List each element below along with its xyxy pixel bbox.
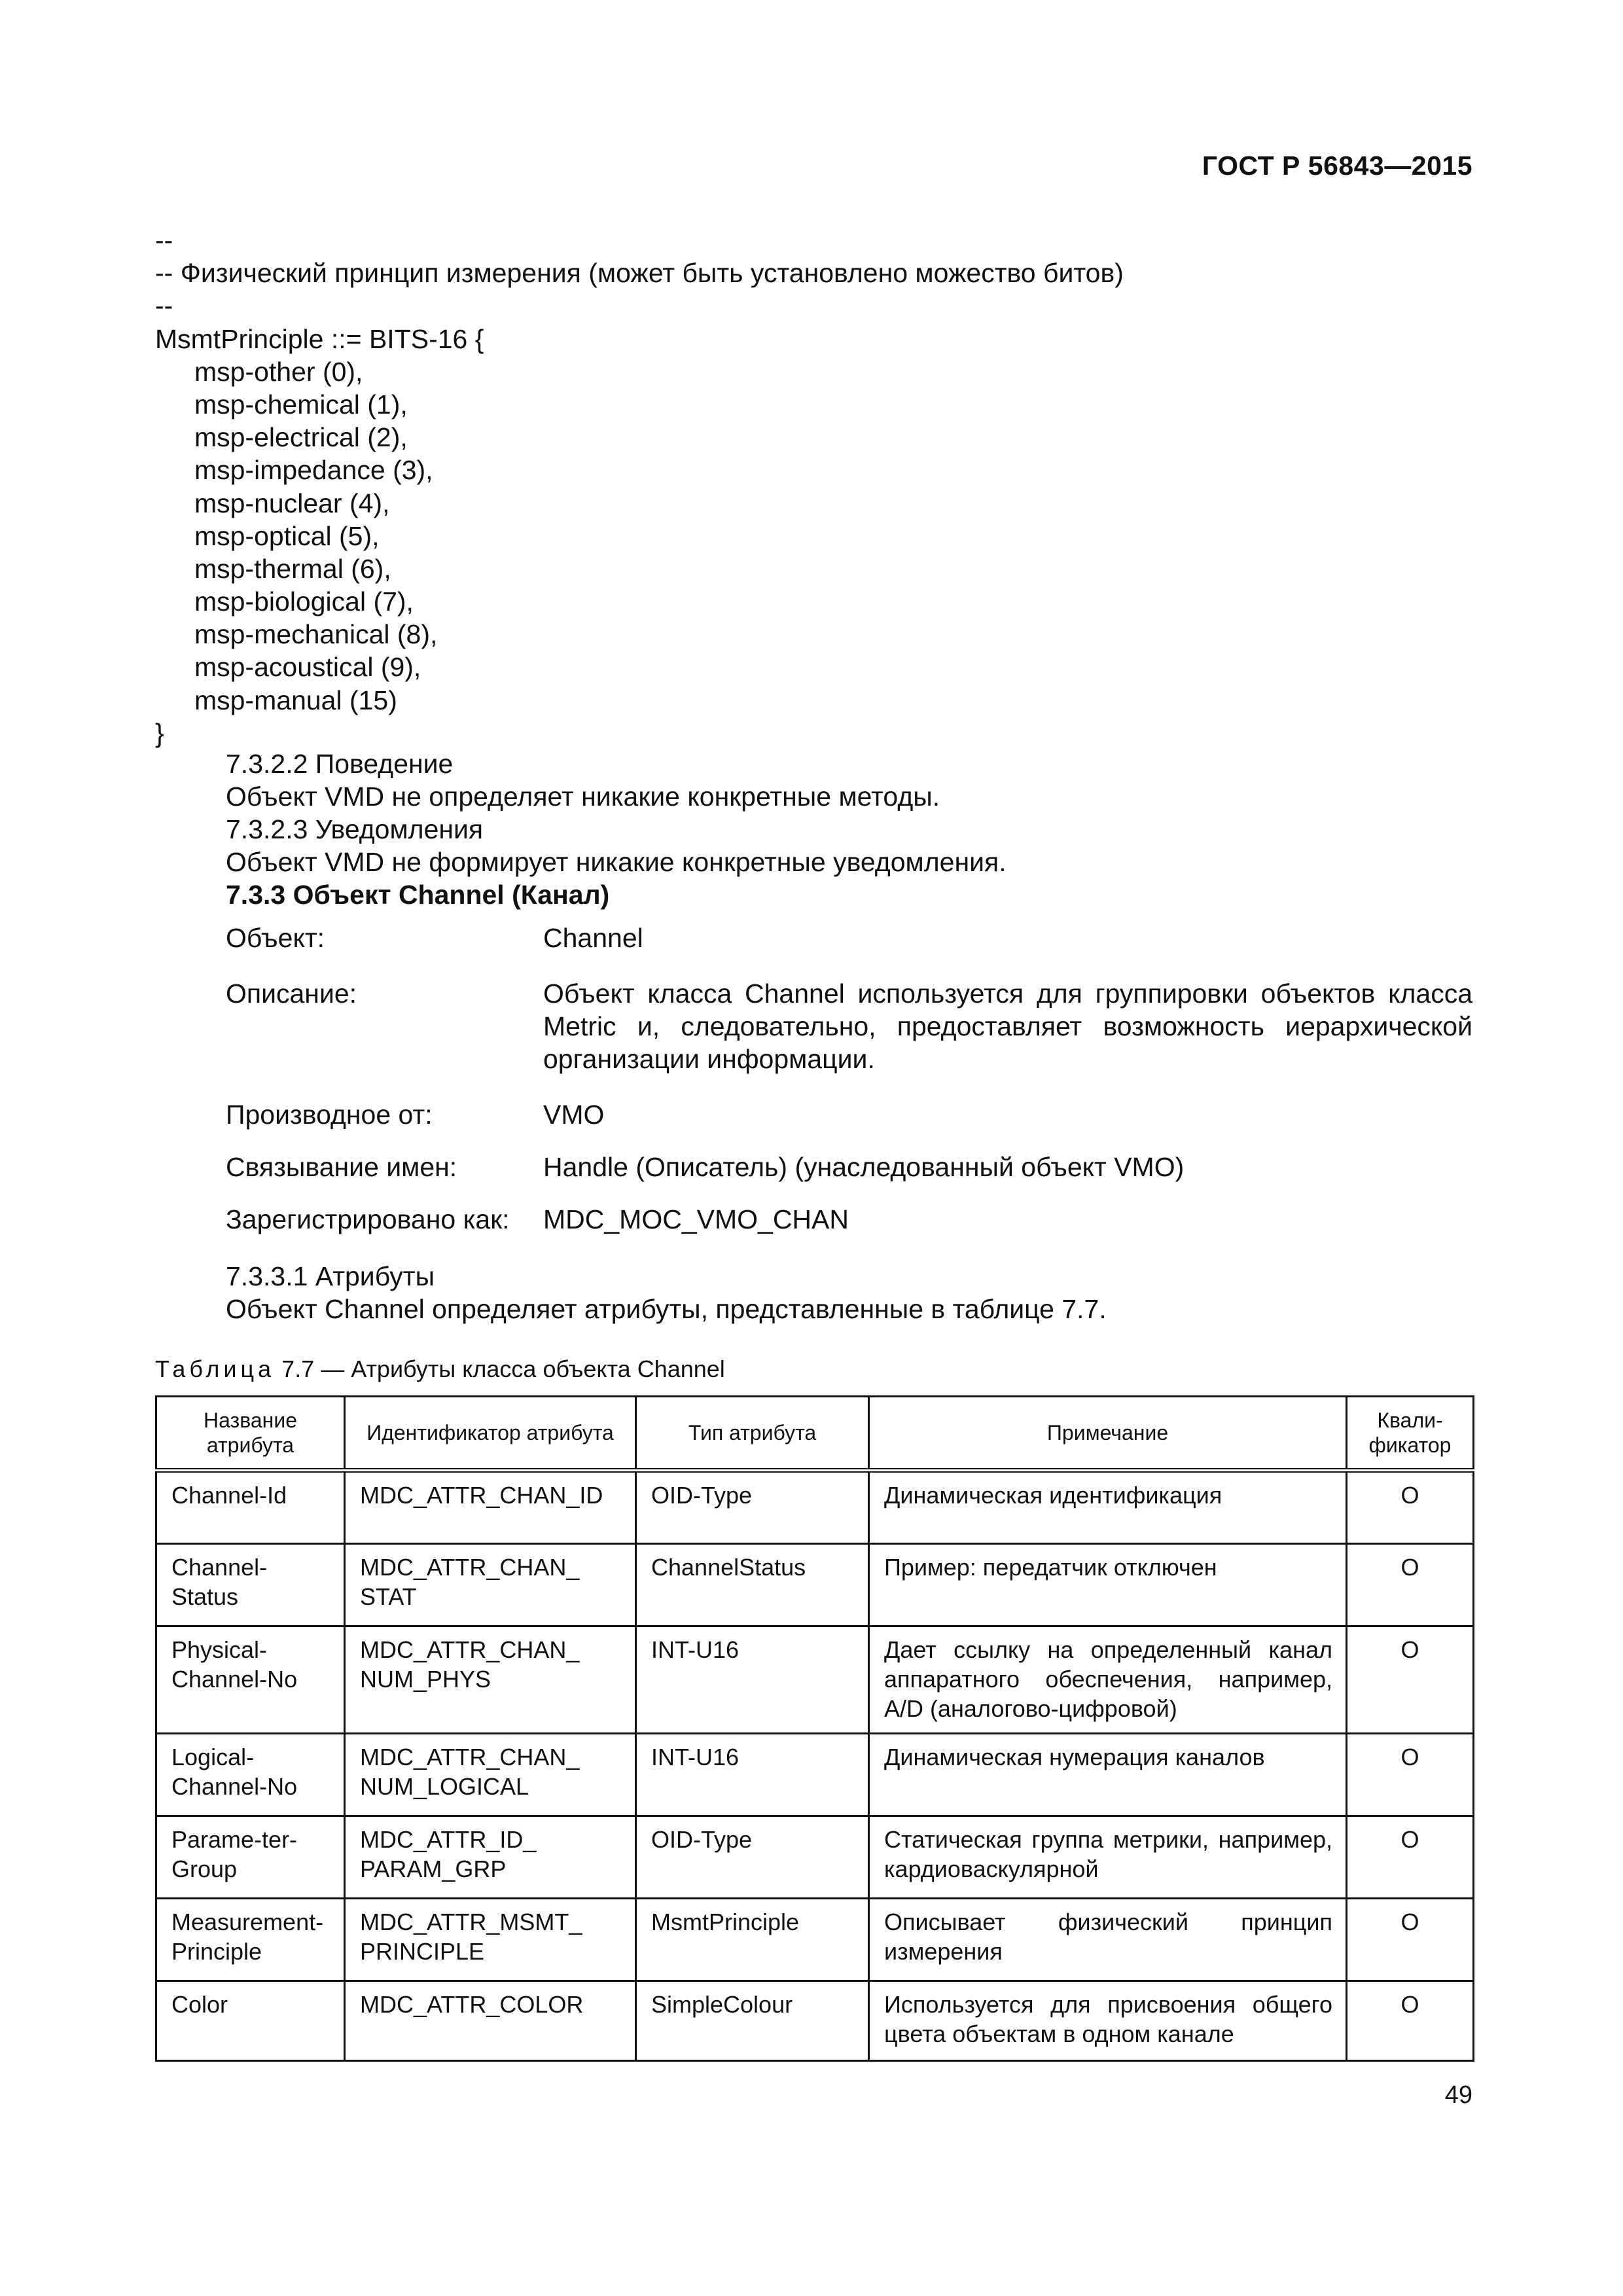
code-enum-item: msp-acoustical (9), bbox=[194, 652, 421, 683]
cell-attribute-note: Динамическая идентификация bbox=[869, 1471, 1347, 1544]
code-enum-item: msp-mechanical (8), bbox=[194, 619, 438, 650]
document-id: ГОСТ Р 56843—2015 bbox=[1202, 151, 1472, 181]
section-text-notifications: Объект VMD не формирует никакие конкретные уведомления. bbox=[226, 847, 1007, 877]
cell-attribute-name: Measurement-Principle bbox=[156, 1899, 345, 1981]
cell-attribute-qualifier: O bbox=[1347, 1734, 1474, 1816]
description-key: Связывание имен: bbox=[226, 1152, 457, 1182]
code-line: -- bbox=[155, 225, 173, 255]
page-number: 49 bbox=[1444, 2081, 1472, 2109]
code-enum-item: msp-impedance (3), bbox=[194, 455, 433, 486]
section-heading-behavior: 7.3.2.2 Поведение bbox=[226, 749, 454, 779]
attributes-text: Объект Channel определяет атрибуты, представленные в таблице 7.7. bbox=[226, 1294, 1107, 1324]
cell-attribute-type: ChannelStatus bbox=[636, 1544, 869, 1626]
description-key: Зарегистрировано как: bbox=[226, 1204, 510, 1234]
attributes-section bbox=[226, 1260, 1107, 1325]
cell-attribute-name: Color bbox=[156, 1981, 345, 2061]
cell-attribute-qualifier: O bbox=[1347, 1899, 1474, 1981]
cell-attribute-note: Описывает физический принцип измерения bbox=[869, 1899, 1347, 1981]
description-row bbox=[226, 1203, 1472, 1236]
cell-attribute-id: MDC_ATTR_COLOR bbox=[345, 1981, 636, 2061]
cell-attribute-qualifier: O bbox=[1347, 1981, 1474, 2061]
table-row bbox=[156, 1981, 1474, 2061]
table-row bbox=[156, 1899, 1474, 1981]
description-row bbox=[226, 1098, 1472, 1131]
cell-attribute-qualifier: O bbox=[1347, 1816, 1474, 1899]
section-heading-channel: 7.3.3 Объект Channel (Канал) bbox=[226, 880, 610, 910]
description-value: Объект класса Channel используется для группировки объектов класса Metric и, следовательно, предоставляет возможность иерархической организации информации. bbox=[543, 978, 1472, 1074]
column-header-id: Идентификатор атрибута bbox=[345, 1397, 636, 1471]
code-enum-item: msp-electrical (2), bbox=[194, 422, 408, 453]
description-value: Handle (Описатель) (унаследованный объект VMO) bbox=[543, 1152, 1185, 1182]
description-row bbox=[226, 1151, 1472, 1183]
cell-attribute-type: OID-Type bbox=[636, 1816, 869, 1899]
cell-attribute-name: Logical-Channel-No bbox=[156, 1734, 345, 1816]
sections-block bbox=[226, 747, 1007, 911]
cell-attribute-name: Channel-Id bbox=[156, 1471, 345, 1544]
cell-attribute-name: Channel-Status bbox=[156, 1544, 345, 1626]
cell-attribute-qualifier: O bbox=[1347, 1471, 1474, 1544]
cell-attribute-type: MsmtPrinciple bbox=[636, 1899, 869, 1981]
column-header-note: Примечание bbox=[869, 1397, 1347, 1471]
code-type-definition: MsmtPrinciple ::= BITS-16 { bbox=[155, 323, 484, 354]
object-description bbox=[226, 922, 1472, 1236]
cell-attribute-qualifier: O bbox=[1347, 1544, 1474, 1626]
cell-attribute-note: Дает ссылку на определенный канал аппаратного обеспечения, например, A/D (аналогово-цифровой) bbox=[869, 1626, 1347, 1734]
cell-attribute-type: INT-U16 bbox=[636, 1734, 869, 1816]
section-heading-notifications: 7.3.2.3 Уведомления bbox=[226, 814, 484, 844]
code-line: -- bbox=[155, 291, 173, 321]
cell-attribute-note: Пример: передатчик отключен bbox=[869, 1544, 1347, 1626]
attributes-heading: 7.3.3.1 Атрибуты bbox=[226, 1261, 435, 1291]
code-enum-item: msp-chemical (1), bbox=[194, 389, 408, 420]
cell-attribute-qualifier: O bbox=[1347, 1626, 1474, 1734]
code-enum-item: msp-thermal (6), bbox=[194, 553, 391, 584]
table-caption bbox=[155, 1355, 725, 1384]
table-row bbox=[156, 1734, 1474, 1816]
description-row bbox=[226, 922, 1472, 954]
description-value: MDC_MOC_VMO_CHAN bbox=[543, 1204, 849, 1234]
table-row bbox=[156, 1544, 1474, 1626]
cell-attribute-note: Используется для присвоения общего цвета объектам в одном канале bbox=[869, 1981, 1347, 2061]
column-header-type: Тип атрибута bbox=[636, 1397, 869, 1471]
cell-attribute-name: Parame-ter-Group bbox=[156, 1816, 345, 1899]
code-enum-item: msp-manual (15) bbox=[194, 685, 397, 715]
cell-attribute-id: MDC_ATTR_CHAN_ NUM_PHYS bbox=[345, 1626, 636, 1734]
cell-attribute-id: MDC_ATTR_CHAN_ NUM_LOGICAL bbox=[345, 1734, 636, 1816]
cell-attribute-id: MDC_ATTR_MSMT_ PRINCIPLE bbox=[345, 1899, 636, 1981]
section-text-behavior: Объект VMD не определяет никакие конкретные методы. bbox=[226, 781, 940, 812]
code-enum-item: msp-biological (7), bbox=[194, 586, 414, 617]
attributes-table bbox=[155, 1395, 1474, 2062]
table-row bbox=[156, 1471, 1474, 1544]
cell-attribute-id: MDC_ATTR_CHAN_ID bbox=[345, 1471, 636, 1544]
asn1-code-block bbox=[155, 224, 1124, 749]
cell-attribute-id: MDC_ATTR_ID_ PARAM_GRP bbox=[345, 1816, 636, 1899]
description-key: Описание: bbox=[226, 978, 357, 1009]
table-caption-label: Таблица bbox=[155, 1355, 276, 1382]
code-enum-item: msp-nuclear (4), bbox=[194, 488, 390, 518]
table-row bbox=[156, 1626, 1474, 1734]
cell-attribute-type: INT-U16 bbox=[636, 1626, 869, 1734]
cell-attribute-note: Статическая группа метрики, например, кардиоваскулярной bbox=[869, 1816, 1347, 1899]
table-caption-text: 7.7 — Атрибуты класса объекта Channel bbox=[281, 1355, 725, 1382]
description-value: VMO bbox=[543, 1100, 605, 1130]
code-enum-item: msp-other (0), bbox=[194, 356, 363, 387]
column-header-name: Название атрибута bbox=[156, 1397, 345, 1471]
description-value: Channel bbox=[543, 923, 643, 953]
column-header-qualifier: Квали-фикатор bbox=[1347, 1397, 1474, 1471]
code-closing-brace: } bbox=[155, 717, 164, 748]
cell-attribute-note: Динамическая нумерация каналов bbox=[869, 1734, 1347, 1816]
cell-attribute-type: OID-Type bbox=[636, 1471, 869, 1544]
description-key: Объект: bbox=[226, 923, 325, 953]
description-row bbox=[226, 977, 1472, 1075]
cell-attribute-type: SimpleColour bbox=[636, 1981, 869, 2061]
table-row bbox=[156, 1816, 1474, 1899]
code-comment: -- Физический принцип измерения (может быть установлено можество битов) bbox=[155, 258, 1124, 289]
description-key: Производное от: bbox=[226, 1100, 433, 1130]
cell-attribute-name: Physical-Channel-No bbox=[156, 1626, 345, 1734]
code-enum-item: msp-optical (5), bbox=[194, 520, 380, 551]
table-header-row bbox=[156, 1397, 1474, 1471]
cell-attribute-id: MDC_ATTR_CHAN_ STAT bbox=[345, 1544, 636, 1626]
